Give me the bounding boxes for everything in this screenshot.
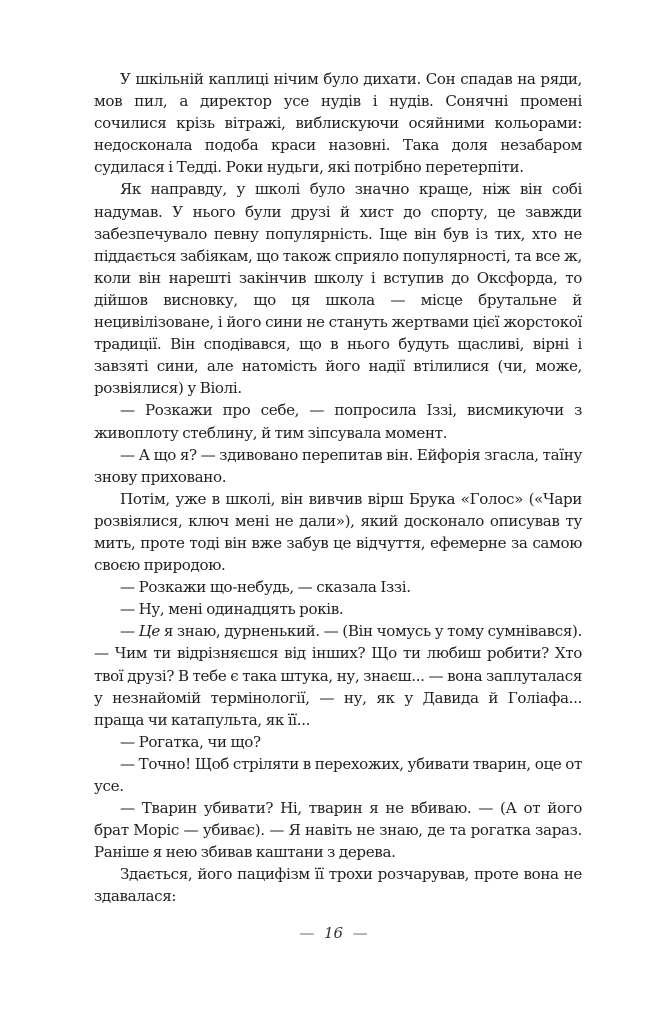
paragraph-school: Як направду, у школі було значно краще, ніж він собі надумав. У нього були друзі й хист до спорту, це завжди забезпечувало певну популярність. Іще він був із тих, хто не піддається забіякам, що також сприяло популярності, та все ж, коли він нарешті закінчив школу і вступив до Оксфорда, то дійшов висновку, що ця школа — місце брутальне й нецивілізоване, і його сини не стануть жертвами цієї жорстокої традиції. Він сподівався, що в нього будуть щасливі, вірні і завзяті сини, але натомість його надії втілилися (чи, може, розвіялися) у Віолі. [94, 180, 582, 398]
page-number-dash-right: — [352, 924, 368, 942]
page-number-footer [0, 924, 667, 942]
page-number: 16 [323, 924, 344, 942]
paragraph-teddy-reply: — А що я? — здивовано перепитав він. Ейфорія згасла, таїну знову приховано. [94, 445, 582, 486]
paragraph-animals: — Тварин убивати? Ні, тварин я не вбиваю. — (А от його брат Моріс — убиває). — Я навіть не знаю, де та рогатка зараз. Раніше я нею збивав каштани з дерева. [94, 799, 582, 862]
paragraph-eleven: — Ну, мені одинадцять років. [120, 600, 344, 619]
emphasis-this: Це [138, 622, 161, 641]
paragraph-pacifism: Здається, його пацифізм її трохи розчарував, проте вона не здавалася: [94, 865, 582, 906]
paragraph-izzy-ask: — Розкажи про себе, — попросила Іззі, висмикуючи з живоплоту стеблину, й тим зіпсувала момент. [94, 401, 582, 442]
paragraph-tell-something: — Розкажи що-небудь, — сказала Іззі. [120, 578, 411, 597]
paragraph-exactly: — Точно! Щоб стріляти в перехожих, убивати тварин, оце от усе. [94, 754, 582, 795]
paragraph-chapel: У шкільній каплиці нічим було дихати. Сон спадав на ряди, мов пил, а директор усе нудів і нудів. Сонячні промені сочилися крізь вітражі, виблискуючи осяйними кольорами: недосконала подоба краси назовні. Така доля незабаром судилася і Тедді. Роки нудьги, які потрібно перетерпіти. [94, 70, 582, 177]
page-number-dash-left: — [299, 924, 315, 942]
page-body [94, 68, 582, 908]
paragraph-silly: — Це я знаю, дурненький. — (Він чомусь у тому сумнівався). — Чим ти відрізняєшся від інших? Що ти любиш робити? Хто твої друзі? В тебе є така штука, ну, знаєш... — вона заплуталася у незнайомій термінології, — ну, як у Давида й Голіафа... праща чи катапульта, як її... [94, 622, 583, 729]
paragraph-brooke-poem: Потім, уже в школі, він вивчив вірш Брука «Голос» («Чари розвіялися, ключ мені не дали»), який досконало описував ту мить, проте тоді він вже забув це відчуття, ефемерне за самою своєю природою. [94, 489, 582, 575]
paragraph-slingshot: — Рогатка, чи що? [120, 732, 261, 751]
